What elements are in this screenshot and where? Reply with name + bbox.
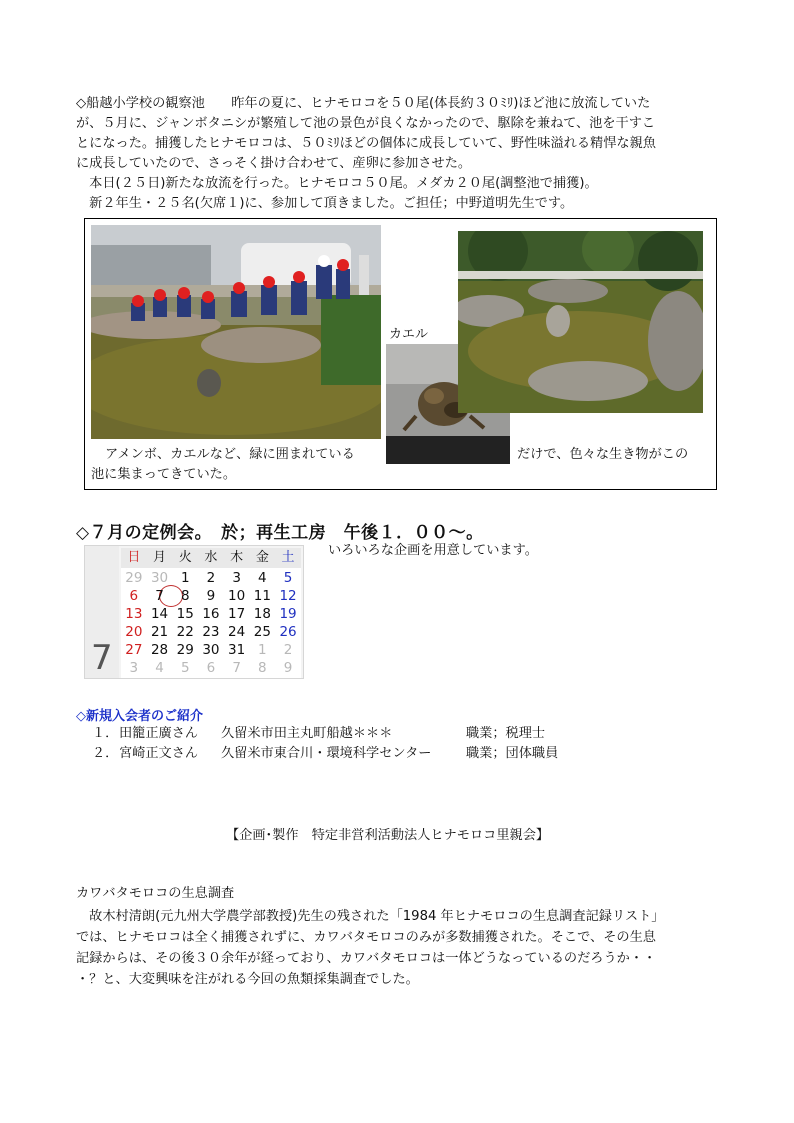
calendar-month: 7 — [91, 638, 113, 678]
calendar-day: 22 — [176, 624, 194, 640]
member-1-job: 職業；税理士 — [466, 726, 546, 741]
calendar-day: 28 — [150, 642, 169, 658]
calendar-day: 7 — [155, 588, 164, 604]
photo-panel — [84, 218, 717, 490]
article2-line-3: 記録からは、その後３０余年が経っており、カワバタモロコは一体どうなっているのだろうか・・ — [76, 951, 657, 966]
calendar-day: 6 — [129, 588, 139, 604]
calendar-day: 7 — [232, 660, 241, 676]
calendar-day: 3 — [129, 660, 139, 676]
member-1-address: 久留米市田主丸町船越＊＊＊ — [221, 726, 393, 741]
caption-right: だけで、色々な生き物がこの — [517, 447, 689, 462]
calendar-day: 9 — [206, 588, 216, 604]
calendar-day: 8 — [180, 588, 190, 604]
calendar-weekday: 金 — [255, 550, 269, 565]
calendar-day: 9 — [283, 660, 293, 676]
calendar-day: 30 — [202, 642, 220, 658]
calendar-day: 24 — [228, 624, 246, 640]
calendar-day: 15 — [176, 606, 194, 622]
caption-left: アメンボ、カエルなど、緑に囲まれている — [105, 447, 355, 462]
frog-label: カエル — [389, 327, 429, 342]
july-calendar — [84, 545, 304, 679]
calendar-day: 18 — [253, 606, 271, 622]
calendar-weekday: 日 — [127, 550, 141, 565]
article1-line-3: とになった。捕獲したヒナモロコは、５０ﾐﾘほどの個体に成長していて、野性味溢れる精悍な親魚 — [76, 136, 656, 151]
calendar-day: 17 — [228, 606, 246, 622]
calendar-day: 25 — [253, 624, 271, 640]
calendar-day: 3 — [232, 570, 241, 586]
calendar-month-column — [85, 546, 119, 678]
new-members-heading: ◇新規入会者のご紹介 — [76, 709, 203, 724]
article1-line-4: に成長していたので、さっそく掛け合わせて、産卵に参加させた。 — [76, 156, 472, 171]
calendar-day: 19 — [279, 606, 297, 622]
member-2-job: 職業；団体職員 — [466, 746, 559, 761]
article1-line-1: ◇船越小学校の観察池 昨年の夏に、ヒナモロコを５０尾(体長約３０ﾐﾘ)ほど池に放流していた — [76, 96, 651, 111]
meeting-note: いろいろな企画を用意しています。 — [328, 543, 538, 558]
member-2-name: 宮崎正文さん — [119, 746, 199, 761]
member-2-address: 久留米市東合川・環境科学センター — [221, 746, 432, 761]
calendar-day: 8 — [258, 660, 267, 676]
calendar-day: 29 — [176, 642, 194, 658]
article2-line-2: では、ヒナモロコは全く捕獲されずに、カワバタモロコのみが多数捕獲された。そこで、その生息 — [76, 930, 656, 945]
calendar-day: 30 — [150, 570, 169, 586]
calendar-day: 26 — [279, 624, 297, 640]
article1-line-5: 本日(２５日)新たな放流を行った。ヒナモロコ５０尾。メダカ２０尾(調整池で捕獲)。 — [76, 176, 598, 191]
member-1-name: 田籠正廣さん — [119, 726, 199, 741]
calendar-day: 4 — [155, 660, 164, 676]
calendar-grid — [121, 548, 301, 678]
calendar-weekday: 木 — [230, 550, 244, 565]
calendar-day: 2 — [283, 642, 293, 658]
caption-line-2: 池に集まってきていた。 — [91, 467, 237, 482]
article1-line-2: が、５月に、ジャンボタニシが繁殖して池の景色が良くなかったので、駆除を兼ねて、池を干すこ — [76, 116, 656, 131]
calendar-weekday: 土 — [281, 550, 295, 565]
children-pond-photo — [91, 225, 381, 439]
calendar-day: 10 — [228, 588, 246, 604]
calendar-day: 1 — [180, 570, 190, 586]
calendar-day: 12 — [279, 588, 297, 604]
meeting-title: ◇７月の定例会。 於；再生工房 午後１．００～。 — [76, 523, 484, 543]
calendar-day: 27 — [125, 642, 143, 658]
calendar-day: 5 — [180, 660, 190, 676]
calendar-day: 14 — [150, 606, 169, 622]
calendar-day: 20 — [125, 624, 143, 640]
member-2-no: ２． — [92, 746, 119, 761]
calendar-day: 6 — [206, 660, 216, 676]
article2-line-4: ・？と、大変興味を注がれる今回の魚類採集調査でした。 — [76, 972, 419, 987]
calendar-day: 16 — [202, 606, 220, 622]
calendar-weekday: 水 — [204, 550, 218, 565]
calendar-day: 13 — [125, 606, 143, 622]
calendar-day: 2 — [206, 570, 216, 586]
calendar-day: 5 — [283, 570, 293, 586]
garden-pond-photo — [458, 231, 703, 413]
article1-line-6: 新２年生・２５名(欠席１)に、参加して頂きました。ご担任；中野道明先生です。 — [76, 196, 574, 211]
member-1-no: １． — [92, 726, 119, 741]
calendar-day: 21 — [150, 624, 169, 640]
calendar-day: 23 — [202, 624, 220, 640]
calendar-day: 29 — [125, 570, 143, 586]
calendar-weekday: 火 — [178, 550, 192, 565]
calendar-day: 11 — [253, 588, 271, 604]
article2-line-1: 故木村清朗(元九州大学農学部教授)先生の残された「1984 年ヒナモロコの生息調査記録リスト」 — [76, 909, 665, 924]
calendar-day: 1 — [258, 642, 267, 658]
credit-line: 【企画･製作 特定非営利活動法人ヒナモロコ里親会】 — [226, 828, 550, 843]
calendar-day: 31 — [228, 642, 246, 658]
article2-title: カワバタモロコの生息調査 — [76, 886, 235, 901]
calendar-weekday: 月 — [153, 550, 167, 565]
calendar-day: 4 — [258, 570, 267, 586]
